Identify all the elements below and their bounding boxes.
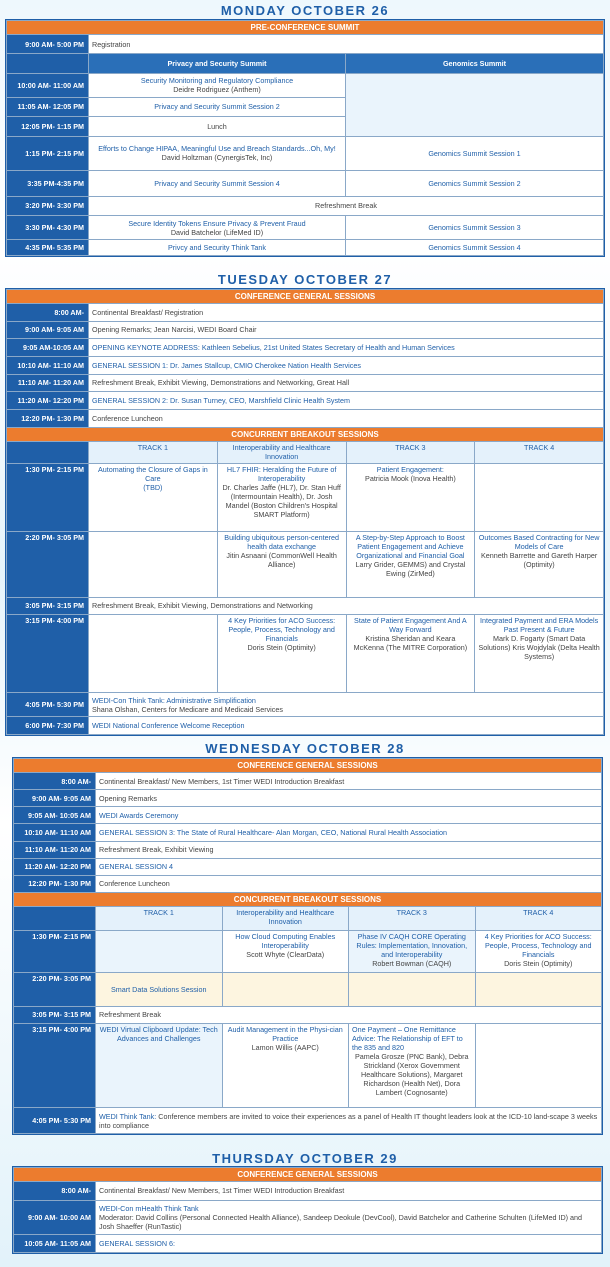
session: Building ubiquitous person-centered health data exchange Jitin Asnaani (CommonWell Health Alliance) — [217, 531, 346, 597]
time-slot: 9:00 AM- 9:05 AM — [14, 790, 96, 807]
time-slot: 10:05 AM- 11:05 AM — [14, 1234, 96, 1253]
time-slot: 3:35 PM-4:35 PM — [7, 170, 89, 196]
session: Genomics Summit Session 4 — [345, 240, 603, 256]
track-2: Interoperability and Healthcare Innovation — [222, 906, 349, 930]
session: Security Monitoring and Regulatory Compliance Deidre Rodriguez (Anthem) — [89, 73, 346, 97]
session: Conference Luncheon — [96, 875, 602, 892]
section-header: CONFERENCE GENERAL SESSIONS — [14, 1168, 602, 1182]
session: Smart Data Solutions Session — [96, 972, 223, 1006]
tuesday-schedule — [5, 288, 605, 736]
session: Audit Management in the Physi-cian Practice Lamon Willis (AAPC) — [222, 1024, 349, 1108]
session: 4 Key Priorities for ACO Success: People, Process, Technology and Financials Doris Stein (Optimity) — [475, 930, 602, 972]
session: Continental Breakfast/ New Members, 1st Timer WEDI Introduction Breakfast — [96, 1182, 602, 1201]
session: GENERAL SESSION 1: Dr. James Stallcup, CMIO Cherokee Nation Health Services — [89, 356, 604, 374]
session: Outcomes Based Contracting for New Models of Care Kenneth Barrette and Gareth Harper (Optimity) — [475, 531, 604, 597]
session: Privacy and Security Summit Session 2 — [89, 97, 346, 116]
track-3: TRACK 3 — [346, 441, 475, 463]
track-4: TRACK 4 — [475, 441, 604, 463]
time-slot: 2:20 PM- 3:05 PM — [14, 972, 96, 1006]
session: A Step-by-Step Approach to Boost Patient Engagement and Achieve Organizational and Financial Goal Larry Grider, GEMMS) and Crystal Ewing (ZirMed) — [346, 531, 475, 597]
session: Genomics Summit Session 3 — [345, 216, 603, 240]
time-slot: 3:15 PM- 4:00 PM — [7, 615, 89, 693]
session: GENERAL SESSION 2: Dr. Susan Turney, CEO, Marshfield Clinic Health System — [89, 392, 604, 410]
time-slot: 9:05 AM-10:05 AM — [7, 339, 89, 357]
session: Patient Engagement: Patricia Mook (Inova Health) — [346, 463, 475, 531]
time-slot: 12:20 PM- 1:30 PM — [14, 875, 96, 892]
section-header: CONFERENCE GENERAL SESSIONS — [14, 759, 602, 773]
session: GENERAL SESSION 4 — [96, 858, 602, 875]
time-slot: 1:15 PM- 2:15 PM — [7, 136, 89, 170]
time-slot: 8:00 AM- — [14, 773, 96, 790]
session: WEDI Awards Ceremony — [96, 807, 602, 824]
time-slot: 10:00 AM- 11:00 AM — [7, 73, 89, 97]
session: HL7 FHIR: Heralding the Future of Interoperability Dr. Charles Jaffe (HL7), Dr. Stan Huff (Intermountain Health), Dr. Josh Mandel (Boston Children's Hospital SMART Platform) — [217, 463, 346, 531]
session: One Payment – One Remittance Advice: The Relationship of EFT to the 835 and 820 Pamela Grosze (PNC Bank), Debra Strickland (Xerox Government Healthcare Solutions), Margaret Richardson (Health Net), Dora Lambert (Cognosante) — [349, 1024, 476, 1108]
session: WEDI-Con Think Tank: Administrative Simplification Shana Olshan, Centers for Medicare and Medicaid Services — [89, 693, 604, 717]
time-slot: 1:30 PM- 2:15 PM — [7, 463, 89, 531]
thursday-heading: THURSDAY OCTOBER 29 — [212, 1151, 398, 1166]
session: Genomics Summit Session 2 — [345, 170, 603, 196]
time-slot: 11:20 AM- 12:20 PM — [14, 858, 96, 875]
session: Opening Remarks — [96, 790, 602, 807]
time-slot: 4:05 PM- 5:30 PM — [7, 693, 89, 717]
time-slot: 2:20 PM- 3:05 PM — [7, 531, 89, 597]
session: Lunch — [89, 117, 346, 136]
track-4: TRACK 4 — [475, 906, 602, 930]
track-2: Interoperability and Healthcare Innovation — [217, 441, 346, 463]
time-slot: 3:30 PM- 4:30 PM — [7, 216, 89, 240]
section-header: CONCURRENT BREAKOUT SESSIONS — [7, 427, 604, 441]
section-header: CONCURRENT BREAKOUT SESSIONS — [14, 892, 602, 906]
session: Refreshment Break, Exhibit Viewing, Demonstrations and Networking — [89, 597, 604, 615]
session: Registration — [89, 35, 604, 54]
time-slot: 12:05 PM- 1:15 PM — [7, 117, 89, 136]
time-slot: 4:05 PM- 5:30 PM — [14, 1108, 96, 1134]
time-slot: 8:00 AM- — [14, 1182, 96, 1201]
time-slot: 3:05 PM- 3:15 PM — [7, 597, 89, 615]
session: Efforts to Change HIPAA, Meaningful Use and Breach Standards...Oh, My! David Holtzman (CynergisTek, Inc) — [89, 136, 346, 170]
session: WEDI-Con mHealth Think Tank Moderator: David Collins (Personal Connected Health Alliance), Sandeep Deokule (DevCool), David Batchelor and Catherine Schulten (LifeMed ID) and Josh Shaeffer (RunTastic) — [96, 1200, 602, 1234]
session: State of Patient Engagement And A Way Forward Kristina Sheridan and Keara McKenna (The MITRE Corporation) — [346, 615, 475, 693]
session: Privacy and Security Summit Session 4 — [89, 170, 346, 196]
session: Genomics Summit Session 1 — [345, 136, 603, 170]
time-slot: 11:10 AM- 11:20 AM — [14, 841, 96, 858]
session: WEDI Think Tank: Conference members are invited to voice their experiences as a panel of Health IT thought leaders look at the ICD-10 land-scape 3 weeks into compliance — [96, 1108, 602, 1134]
wednesday-schedule — [12, 757, 603, 1135]
track-privacy: Privacy and Security Summit — [89, 54, 346, 73]
time-slot: 1:30 PM- 2:15 PM — [14, 930, 96, 972]
section-header: PRE-CONFERENCE SUMMIT — [7, 21, 604, 35]
time-slot: 11:05 AM- 12:05 PM — [7, 97, 89, 116]
time-slot: 12:20 PM- 1:30 PM — [7, 409, 89, 427]
thursday-schedule — [12, 1166, 603, 1254]
session: Privcy and Security Think Tank — [89, 240, 346, 256]
time-slot: 10:10 AM- 11:10 AM — [7, 356, 89, 374]
session: How Cloud Computing Enables Interoperability Scott Whyte (ClearData) — [222, 930, 349, 972]
session: Refreshment Break, Exhibit Viewing — [96, 841, 602, 858]
time-slot: 10:10 AM- 11:10 AM — [14, 824, 96, 841]
time-slot: 11:20 AM- 12:20 PM — [7, 392, 89, 410]
time-slot: 4:35 PM- 5:35 PM — [7, 240, 89, 256]
session: Refreshment Break, Exhibit Viewing, Demonstrations and Networking, Great Hall — [89, 374, 604, 392]
tuesday-heading: TUESDAY OCTOBER 27 — [217, 272, 393, 287]
session: WEDI Virtual Clipboard Update: Tech Advances and Challenges — [96, 1024, 223, 1108]
time-slot: 9:00 AM- 9:05 AM — [7, 321, 89, 339]
monday-heading: MONDAY OCTOBER 26 — [220, 3, 390, 18]
monday-schedule — [5, 19, 605, 257]
session: Continental Breakfast/ Registration — [89, 304, 604, 322]
session: GENERAL SESSION 3: The State of Rural Healthcare- Alan Morgan, CEO, National Rural Health Association — [96, 824, 602, 841]
time-slot: 6:00 PM- 7:30 PM — [7, 717, 89, 735]
session: 4 Key Priorities for ACO Success: People, Process, Technology and Financials Doris Stein (Optimity) — [217, 615, 346, 693]
session: Integrated Payment and ERA Models Past Present & Future Mark D. Fogarty (Smart Data Solutions) Kris Wojdylak (Delta Health Systems) — [475, 615, 604, 693]
session: GENERAL SESSION 6: — [96, 1234, 602, 1253]
session: Automating the Closure of Gaps in Care (TBD) — [89, 463, 218, 531]
time-slot: 9:00 AM- 10:00 AM — [14, 1200, 96, 1234]
session: Continental Breakfast/ New Members, 1st Timer WEDI Introduction Breakfast — [96, 773, 602, 790]
time-slot: 9:05 AM- 10:05 AM — [14, 807, 96, 824]
session: Conference Luncheon — [89, 409, 604, 427]
session: Refreshment Break — [96, 1006, 602, 1023]
time-slot: 3:05 PM- 3:15 PM — [14, 1006, 96, 1023]
session: Refreshment Break — [89, 196, 604, 215]
time-slot: 3:20 PM- 3:30 PM — [7, 196, 89, 215]
session: Opening Remarks; Jean Narcisi, WEDI Board Chair — [89, 321, 604, 339]
time-slot: 9:00 AM- 5:00 PM — [7, 35, 89, 54]
track-1: TRACK 1 — [96, 906, 223, 930]
time-slot: 8:00 AM- — [7, 304, 89, 322]
time-slot: 3:15 PM- 4:00 PM — [14, 1024, 96, 1108]
session: Secure Identity Tokens Ensure Privacy & Prevent Fraud David Batchelor (LifeMed ID) — [89, 216, 346, 240]
time-slot: 11:10 AM- 11:20 AM — [7, 374, 89, 392]
session: WEDI National Conference Welcome Reception — [89, 717, 604, 735]
session: Phase IV CAQH CORE Operating Rules: Implementation, Innovation, and Interoperability Robert Bowman (CAQH) — [349, 930, 476, 972]
track-3: TRACK 3 — [349, 906, 476, 930]
session: OPENING KEYNOTE ADDRESS: Kathleen Sebelius, 21st United States Secretary of Health and Human Services — [89, 339, 604, 357]
section-header: CONFERENCE GENERAL SESSIONS — [7, 290, 604, 304]
track-1: TRACK 1 — [89, 441, 218, 463]
wednesday-heading: WEDNESDAY OCTOBER 28 — [205, 741, 405, 756]
track-genomics: Genomics Summit — [345, 54, 603, 73]
